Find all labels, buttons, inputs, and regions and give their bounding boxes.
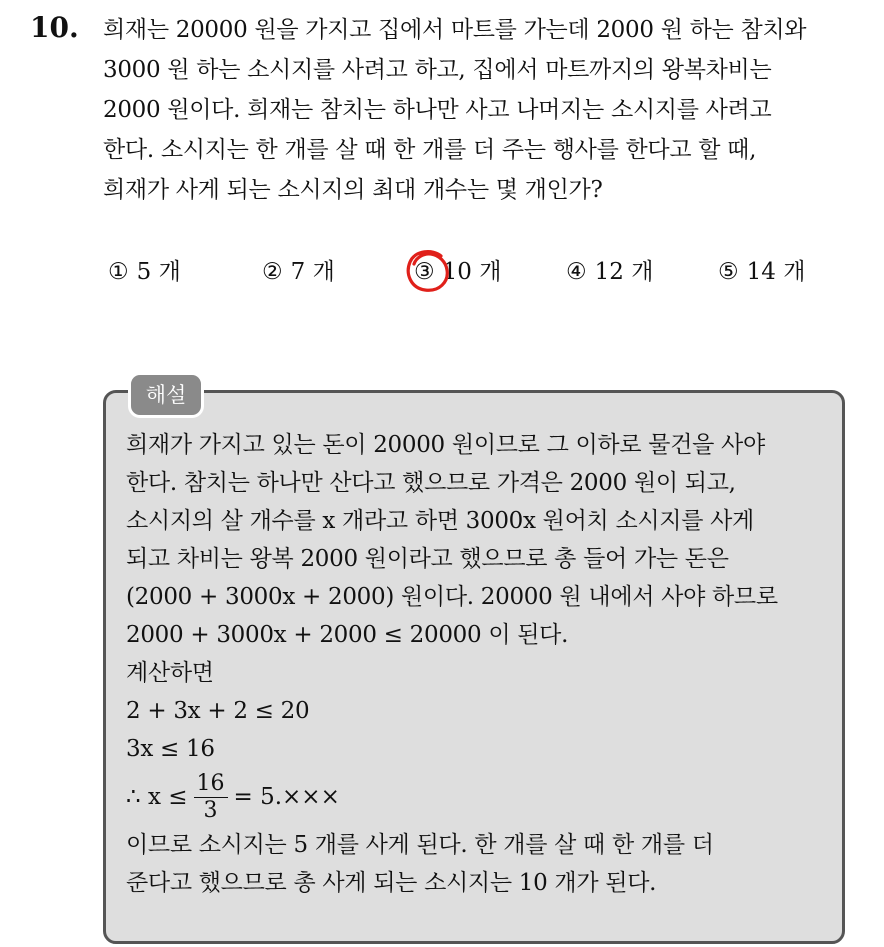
solution-tab-label: 해설 [128, 372, 204, 418]
question-text [103, 10, 873, 210]
solution-line: 되고 차비는 왕복 2000 원이라고 했으므로 총 들어 가는 돈은 [126, 546, 729, 572]
choice-5[interactable] [718, 250, 805, 294]
fraction-denominator: 3 [203, 797, 218, 823]
choice-2[interactable] [262, 250, 335, 294]
question-line: 희재는 20000 원을 가지고 집에서 마트를 가는데 2000 원 하는 참치와 [103, 17, 807, 43]
choice-2-text: 7 개 [290, 259, 335, 285]
solution-line: 희재가 가지고 있는 돈이 20000 원이므로 그 이하로 물건을 사야 [126, 432, 765, 458]
fraction-suffix: = 5.××× [233, 784, 340, 810]
solution-line: (2000 + 3000x + 2000) 원이다. 20000 원 내에서 사야 하므로 [126, 584, 778, 610]
choice-4-text: 12 개 [594, 259, 654, 285]
fraction [194, 771, 228, 824]
question-line: 희재가 사게 되는 소시지의 최대 개수는 몇 개인가? [103, 177, 603, 203]
choice-4-mark: ④ [566, 259, 587, 285]
choice-3-text: 10 개 [442, 259, 502, 285]
choice-1-mark: ① [108, 259, 129, 285]
solution-line: 준다고 했으므로 총 사게 되는 소시지는 10 개가 된다. [126, 870, 657, 896]
fraction-numerator: 16 [194, 771, 228, 798]
solution-line: 한다. 참치는 하나만 산다고 했으므로 가격은 2000 원이 되고, [126, 470, 736, 496]
solution-fraction-line [126, 768, 826, 826]
solution-text [126, 426, 826, 902]
fraction-prefix: ∴ x ≤ [126, 784, 188, 810]
question-line: 한다. 소시지는 한 개를 살 때 한 개를 더 주는 행사를 한다고 할 때, [103, 137, 757, 163]
solution-line: 계산하면 [126, 660, 214, 686]
choice-1-text: 5 개 [136, 259, 181, 285]
answer-circle-annotation [403, 246, 453, 296]
choice-4[interactable] [566, 250, 653, 294]
answer-choices [108, 250, 868, 294]
solution-line: 2000 + 3000x + 2000 ≤ 20000 이 된다. [126, 622, 569, 648]
choice-5-text: 14 개 [746, 259, 806, 285]
choice-3-mark: ③ [414, 259, 435, 285]
question-number: 10. [30, 11, 79, 44]
choice-5-mark: ⑤ [718, 259, 739, 285]
solution-line: 2 + 3x + 2 ≤ 20 [126, 698, 310, 724]
choice-2-mark: ② [262, 259, 283, 285]
solution-line: 소시지의 살 개수를 x 개라고 하면 3000x 원어치 소시지를 사게 [126, 508, 754, 534]
question-line: 3000 원 하는 소시지를 사려고 하고, 집에서 마트까지의 왕복차비는 [103, 57, 772, 83]
solution-line: 3x ≤ 16 [126, 736, 215, 762]
question-line: 2000 원이다. 희재는 참치는 하나만 사고 나머지는 소시지를 사려고 [103, 97, 772, 123]
solution-line: 이므로 소시지는 5 개를 사게 된다. 한 개를 살 때 한 개를 더 [126, 832, 714, 858]
choice-1[interactable] [108, 250, 181, 294]
